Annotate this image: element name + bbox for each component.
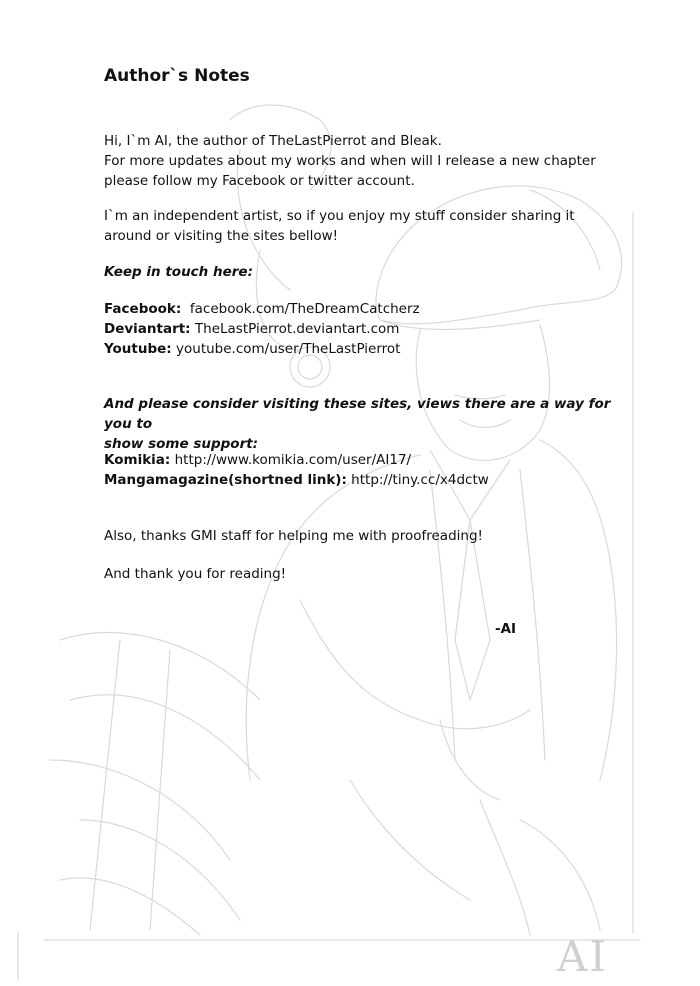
social-label: Youtube:: [104, 341, 172, 357]
support-sites-list: [104, 450, 624, 490]
signature-watermark: AI: [557, 932, 608, 981]
social-links-list: [104, 299, 624, 359]
site-url[interactable]: http://tiny.cc/x4dctw: [351, 472, 489, 488]
site-label: Mangamagazine(shortned link):: [104, 472, 347, 488]
paragraph-line: I`m an independent artist, so if you enjoy my stuff consider sharing it: [104, 208, 575, 224]
intro-line: please follow my Facebook or twitter account.: [104, 173, 415, 189]
social-link-facebook[interactable]: [104, 299, 624, 319]
intro-paragraph: [104, 131, 624, 191]
thanks-reading-text: And thank you for reading!: [104, 566, 287, 582]
social-label: Deviantart:: [104, 321, 191, 337]
site-link-komikia[interactable]: [104, 450, 624, 470]
social-url[interactable]: TheLastPierrot.deviantart.com: [194, 321, 400, 337]
site-label: Komikia:: [104, 452, 171, 468]
independent-artist-paragraph: [104, 206, 624, 246]
paragraph-line: around or visiting the sites bellow!: [104, 228, 339, 244]
social-link-deviantart[interactable]: [104, 319, 624, 339]
thanks-staff-text: Also, thanks GMI staff for helping me with proofreading!: [104, 528, 483, 544]
support-line: show some support:: [104, 436, 259, 452]
support-line: And please consider visiting these sites, views there are a way for you to: [104, 396, 611, 432]
page-title: Author`s Notes: [104, 66, 250, 86]
social-label: Facebook:: [104, 301, 182, 317]
social-url[interactable]: facebook.com/TheDreamCatcherz: [189, 301, 420, 317]
author-signoff: -AI: [495, 621, 517, 637]
site-url[interactable]: http://www.komikia.com/user/AI17/: [174, 452, 412, 468]
keep-in-touch-heading: Keep in touch here:: [104, 264, 253, 280]
social-link-youtube[interactable]: [104, 339, 624, 359]
intro-line: Hi, I`m AI, the author of TheLastPierrot and Bleak.: [104, 133, 442, 149]
site-link-mangamagazine[interactable]: [104, 470, 624, 490]
social-url[interactable]: youtube.com/user/TheLastPierrot: [176, 341, 401, 357]
support-heading: [104, 394, 624, 454]
intro-line: For more updates about my works and when will I release a new chapter: [104, 153, 596, 169]
